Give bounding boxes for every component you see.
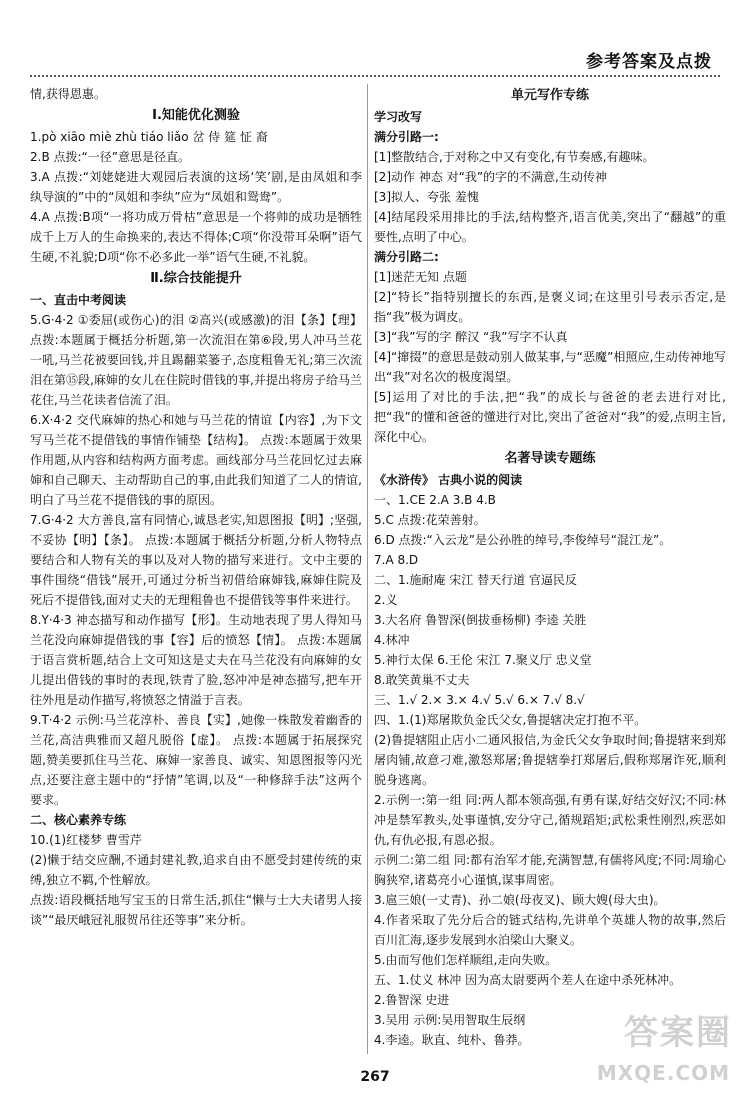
answer-item: 五、1.仗义 林冲 因为高太尉要两个差人在途中杀死林冲。 xyxy=(374,973,682,987)
answer-item: 7.G·4·2 大方善良,富有同情心,诚恳老实,知恩图报【明】;坚强,不妥协【明】【条】。 点拨:本题属于概括分析题,分析人物特点要结合和人物有关的事以及对人物的描写来进行。文中主要的事件围绕“借钱”展开,可通过分析当初借给麻婶钱,麻婶住院及死后不提借钱,面对丈夫的无理粗鲁也不提借钱等事件来进行。 xyxy=(30,513,362,607)
answer-item: [3]拟人、夸张 羞愧 xyxy=(374,190,479,204)
answer-item: 8.敢笑黄巢不丈夫 xyxy=(374,673,470,687)
page-header xyxy=(0,0,750,78)
answer-item: 5.G·4·2 ①委屈(或伤心)的泪 ②高兴(或感激)的泪【条】【理】 点拨:本题属于概括分析题,第一次流泪在第⑥段,男人冲马兰花一吼,马兰花被要回钱,并且踢翻菜篓子,态度粗鲁无礼;第三次流泪在第⑮段,麻婶的女儿在住院时借钱的事,并提出将房子给马兰花住,马兰花读者信流了泪。 xyxy=(30,313,362,407)
answer-item: 4.作者采取了先分后合的链式结构,先讲单个英雄人物的故事,然后百川汇海,逐步发展到水泊梁山大聚义。 xyxy=(374,913,726,947)
answer-item: 2.示例一:第一组 同:两人都本领高强,有勇有谋,好结交好汉;不同:林冲是禁军教头,处事谨慎,安分守己,循规蹈矩;武松秉性刚烈,疾恶如仇,有仇必报,有恩必报。 xyxy=(374,793,726,847)
subsection-title: 二、核心素养专练 xyxy=(30,813,127,827)
answer-item: 2.B 点拨:“一径”意思是径直。 xyxy=(30,150,190,164)
header-divider xyxy=(30,75,720,77)
answer-item: 点拨:语段概括地写宝玉的日常生活,抓住“懒与士大夫诸男人接谈”“最厌峨冠礼服贺吊往还等事”来分析。 xyxy=(30,893,362,927)
answer-item: 3.A 点拨:“刘姥姥进大观园后表演的这场‘笑’剧,是由凤姐和李纨导演的”中的“凤姐和李纨”应为“凤姐和鸳鸯”。 xyxy=(30,170,362,204)
answer-item: [1]迷茫无知 点题 xyxy=(374,270,467,284)
answer-item: 10.(1)红楼梦 曹雪芹 xyxy=(30,833,142,847)
answer-item: 示例二:第二组 同:都有治军才能,充满智慧,有儒将风度;不同:周瑜心胸狭窄,诸葛亮小心谨慎,谋事周密。 xyxy=(374,853,726,887)
answer-item: 四、1.(1)郑屠欺负金氏父女,鲁提辖决定打抱不平。 xyxy=(374,713,647,727)
answer-item: (2)懒于结交应酬,不通封建礼教,追求自由不愿受封建传统的束缚,独立不羁,个性解放。 xyxy=(30,853,362,887)
subsection-title: 《水浒传》 古典小说的阅读 xyxy=(374,473,523,487)
answer-item: [4]“撺掇”的意思是鼓动别人做某事,与“恶魔”相照应,生动传神地写出“我”对名次的极度渴望。 xyxy=(374,350,726,384)
section-title: Ⅰ.知能优化测验 xyxy=(152,108,240,123)
subsection-title: 一、直击中考阅读 xyxy=(30,293,127,307)
left-column xyxy=(30,84,362,1064)
answer-item: 8.Y·4·3 神态描写和动作描写【形】。生动地表现了男人得知马兰花没向麻婶提借钱的事【容】后的愤怒【情】。 点拨:本题属于语言赏析题,结合上文可知这是丈夫在马兰花没有向麻婶的女儿提出借钱的事时的表现,铁青了脸,怒冲冲是神态描写,把车开往外甩是动作描写,将愤怒之情溢于言表。 xyxy=(30,613,362,707)
answer-item: [2]“特长”指特别擅长的东西,是褒义词;在这里引号表示否定,是指“我”极为调皮。 xyxy=(374,290,726,324)
watermark-logo xyxy=(582,1013,732,1093)
answer-item: 5.由而写他们怎样顺组,走向失败。 xyxy=(374,953,558,967)
answer-item: 7.A 8.D xyxy=(374,553,419,567)
subsection-title: 满分引路二: xyxy=(374,250,439,264)
answer-item: 5.C 点拨:花荣善射。 xyxy=(374,513,486,527)
answer-item: [3]“我”写的字 醉汉 “我”写字不认真 xyxy=(374,330,568,344)
header-title: 参考答案及点拨 xyxy=(586,52,712,72)
answer-item: 4.林冲 xyxy=(374,633,410,647)
answer-item: 3.大名府 鲁智深(倒拔垂杨柳) 李逵 关胜 xyxy=(374,613,587,627)
answer-item: 3.吴用 示例:吴用智取生辰纲 xyxy=(374,1013,526,1027)
section-title: 名著导读专题练 xyxy=(504,451,596,466)
answer-item: [1]整散结合,于对称之中又有变化,有节奏感,有趣味。 xyxy=(374,150,655,164)
answer-item: 9.T·4·2 示例:马兰花淳朴、善良【实】,她像一株散发着幽香的兰花,高洁典雅而又超凡脱俗【虚】。 点拨:本题属于拓展探究题,赞美要抓住马兰花、麻婶一家善良、诚实、知恩图报等闪光点,还要注意主题中的“抒情”笔调,以及“一种修辞手法”这两个要求。 xyxy=(30,713,362,807)
answer-item: [4]结尾段采用排比的手法,结构整齐,语言优美,突出了“翻越”的重要性,点明了中心。 xyxy=(374,210,726,244)
right-column xyxy=(374,84,726,1064)
answer-item: 6.D 点拨:“入云龙”是公孙胜的绰号,李俊绰号“混江龙”。 xyxy=(374,533,672,547)
answer-item: 情,获得恩惠。 xyxy=(30,87,106,101)
answer-item: [2]动作 神态 对“我”的字的不满意,生动传神 xyxy=(374,170,607,184)
subsection-title: 学习改写 xyxy=(374,110,423,124)
answer-item: 2.义 xyxy=(374,593,398,607)
answer-item: 4.李逵。耿直、纯朴、鲁莽。 xyxy=(374,1033,530,1047)
watermark-line2: MXQE.COM xyxy=(596,1061,730,1085)
answer-item: 3.扈三娘(一丈青)、孙二娘(母夜叉)、顾大嫂(母大虫)。 xyxy=(374,893,666,907)
answer-item: (2)鲁提辖阻止店小二通风报信,为金氏父女争取时间;鲁提辖来到郑屠肉铺,故意刁难,激怒郑屠;鲁提辖拳打郑屠后,假称郑屠诈死,顺利脱身逃离。 xyxy=(374,733,726,787)
answer-item: 2.鲁智深 史进 xyxy=(374,993,450,1007)
subsection-title: 满分引路一: xyxy=(374,130,439,144)
answer-item: 二、1.施耐庵 宋江 替天行道 官逼民反 xyxy=(374,573,577,587)
section-title: 单元写作专练 xyxy=(510,88,589,103)
column-divider xyxy=(367,84,368,1054)
page-number: 267 xyxy=(360,1069,390,1085)
answer-item: [5]运用了对比的手法,把“我”的成长与爸爸的老去进行对比,把“我”的懂和爸爸的懂进行对比,突出了爸爸对“我”的爱,点明主旨,深化中心。 xyxy=(374,390,726,444)
watermark-line1: 答案圈 xyxy=(624,1013,732,1053)
answer-item: 6.X·4·2 交代麻婶的热心和她与马兰花的情谊【内容】,为下文写马兰花不提借钱的事情作铺垫【结构】。 点拨:本题属于效果作用题,从内容和结构两方面考虑。画线部分马兰花回忆过去麻婶和自己聊天、主动帮助自己的事,由此我们知道了二人的情谊,明白了马兰花不提借钱的事的原因。 xyxy=(30,413,362,507)
answer-item: 一、1.CE 2.A 3.B 4.B xyxy=(374,493,496,507)
answer-item: 1.pò xiāo miè zhù tiáo liǎo 岔 侍 筵 怔 裔 xyxy=(30,130,268,144)
answer-item: 5.神行太保 6.王伦 宋江 7.聚义厅 忠义堂 xyxy=(374,653,592,667)
answer-item: 4.A 点拨:B项“一将功成万骨枯”意思是一个将帅的成功是牺牲成千上万人的生命换来的,表达不得体;C项“你没带耳朵啊”语气生硬,不礼貌;D项“你不必多此一举”语气生硬,不礼貌。 xyxy=(30,210,362,264)
section-title: Ⅱ.综合技能提升 xyxy=(150,271,242,286)
answer-item: 三、1.√ 2.× 3.× 4.√ 5.√ 6.× 7.√ 8.√ xyxy=(374,693,585,707)
